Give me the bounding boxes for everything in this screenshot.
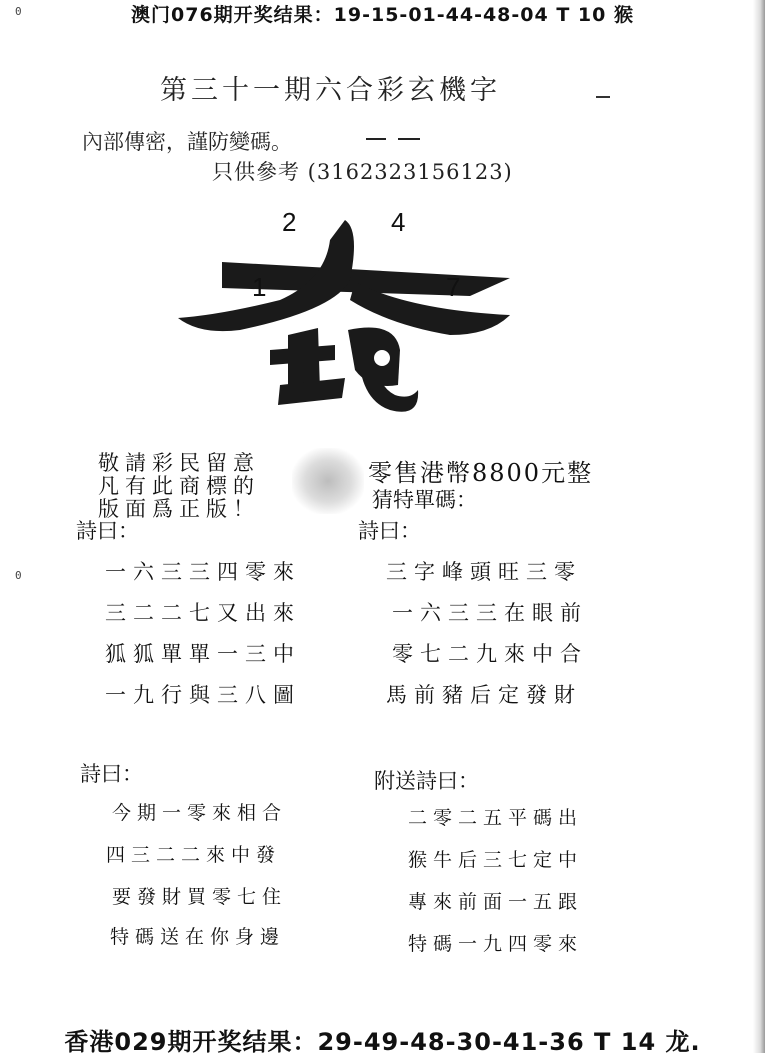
poem-line: 馬前豬后定發財	[386, 683, 582, 707]
emblem-digit: 1	[252, 272, 267, 302]
reference-number: 只供參考 (3162323156123)	[212, 160, 513, 184]
notice-line: 版面爲正版！	[98, 497, 260, 521]
glyph-stroke	[270, 345, 335, 365]
poem-line: 四三二二來中發	[106, 844, 282, 866]
poem-line: 三字峰頭旺三零	[386, 560, 582, 584]
poem-line: 特碼一九四零來	[408, 933, 584, 955]
top-lottery-result: 澳门076期开奖结果：19-15-01-44-48-04 T 10 猴	[131, 4, 634, 26]
scan-edge	[753, 0, 765, 1053]
subtitle: 內部傳密，謹防變碼。	[82, 130, 292, 154]
notice-line: 敬請彩民留意	[98, 451, 260, 475]
title-dash	[596, 96, 610, 98]
guess-label: 猜特單碼：	[372, 488, 477, 512]
poem-line: 二零二五平碼出	[408, 807, 584, 829]
big-snake-glyph-icon	[160, 200, 530, 435]
glyph-hole	[374, 350, 390, 366]
bottom-lottery-result: 香港029期开奖结果：29-49-48-30-41-36 T 14 龙.	[64, 1028, 701, 1056]
emblem-digit: 4	[391, 207, 406, 237]
poem-label: 詩曰：	[80, 762, 143, 786]
emblem-digit: 7	[446, 272, 461, 302]
poem-line: 專來前面一五跟	[408, 891, 584, 913]
poem-label: 附送詩曰：	[374, 769, 479, 793]
poem-line: 三二二七又出來	[105, 601, 301, 625]
poem-label: 詩曰：	[76, 519, 139, 543]
poem-line: 一六三三在眼前	[392, 601, 588, 625]
price-text: 零售港幣8800元整	[368, 459, 594, 487]
page-title: 第三十一期六合彩玄機字	[160, 75, 501, 106]
dash-mark	[366, 138, 386, 140]
emblem-digit: 2	[282, 207, 297, 237]
poem-line: 要發財買零七住	[112, 886, 288, 908]
poem-line: 一九行與三八圖	[105, 683, 301, 707]
poem-line: 一六三三四零來	[105, 560, 301, 584]
poem-line: 今期一零來相合	[112, 802, 288, 824]
poem-line: 特碼送在你身邊	[110, 926, 286, 948]
poem-line: 零七二九來中合	[392, 642, 588, 666]
trademark-logo	[292, 448, 364, 514]
poem-line: 猴牛后三七定中	[408, 849, 584, 871]
poem-line: 狐狐單單一三中	[105, 642, 301, 666]
edge-mark-mid: 0	[15, 569, 22, 582]
notice-line: 凡有此商標的	[98, 474, 260, 498]
edge-mark-top: 0	[15, 5, 22, 18]
poem-label: 詩曰：	[358, 519, 421, 543]
dash-mark	[398, 138, 420, 140]
